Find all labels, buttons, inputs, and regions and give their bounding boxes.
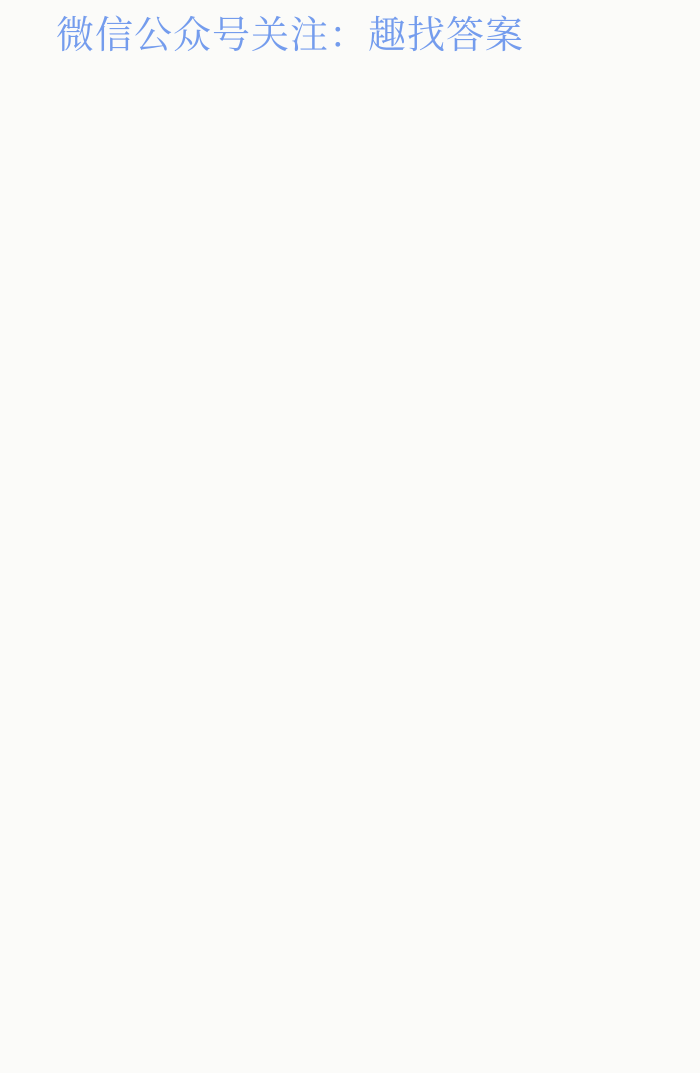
watermark-text: 微信公众号关注：趣找答案 bbox=[56, 13, 525, 57]
